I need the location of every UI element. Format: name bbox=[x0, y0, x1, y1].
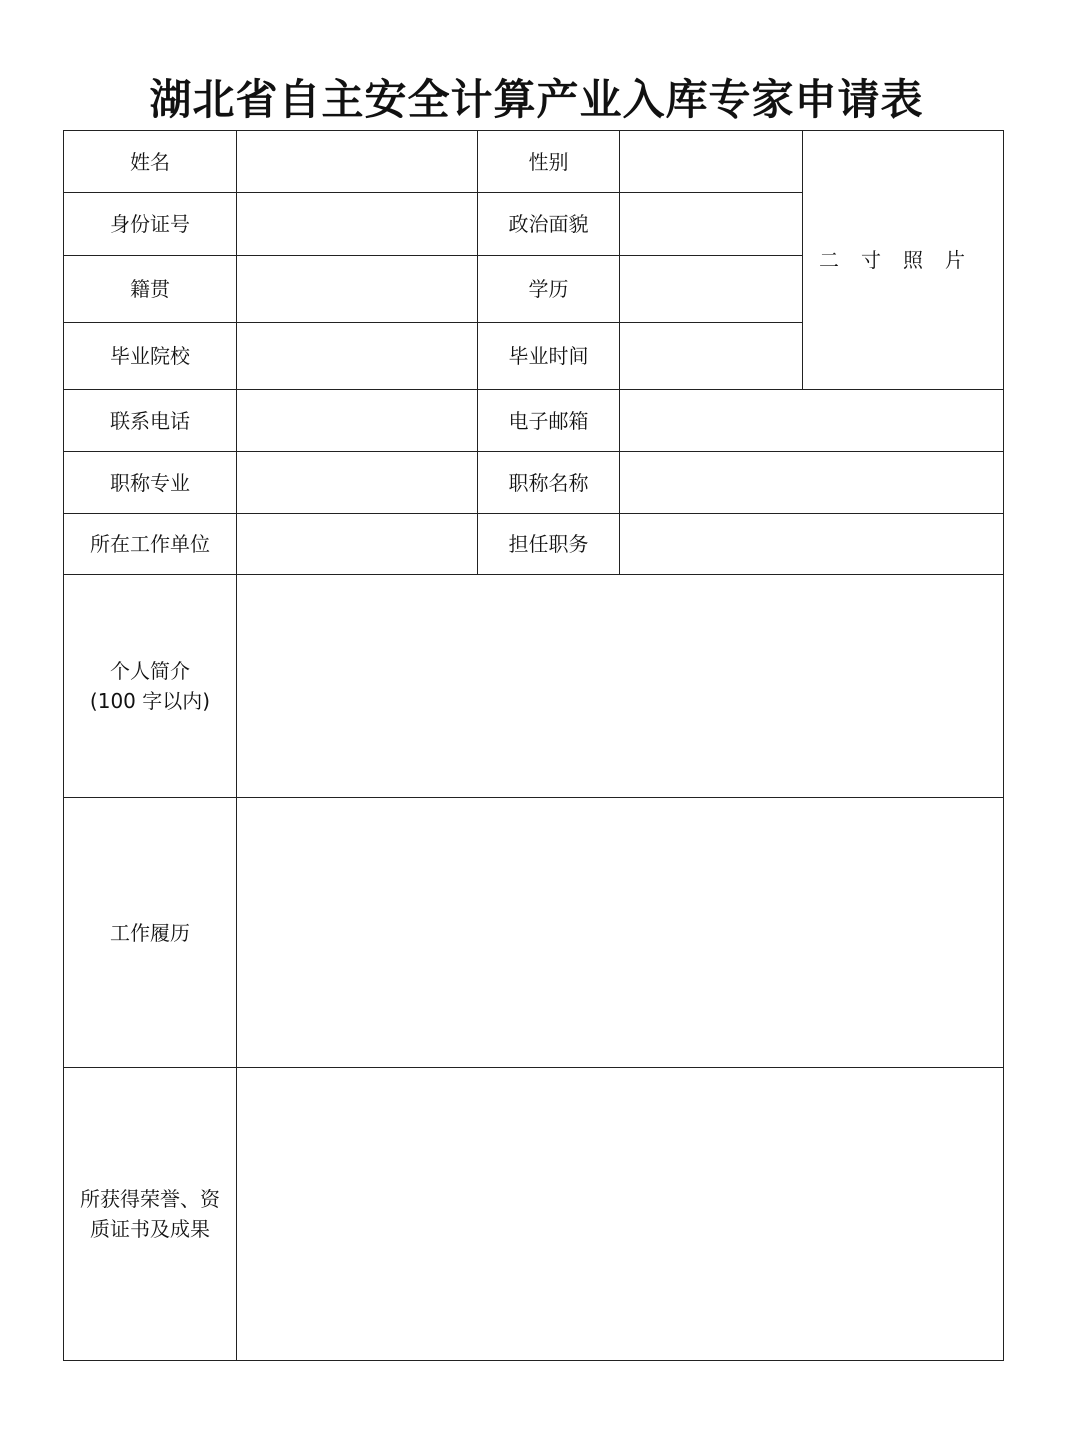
political-status-label: 政治面貌 bbox=[478, 193, 620, 256]
profile-label bbox=[64, 575, 237, 798]
honors-label bbox=[64, 1068, 237, 1361]
profile-label-line2: (100 字以内) bbox=[89, 689, 211, 713]
position-field[interactable] bbox=[620, 514, 1004, 575]
title-name-label: 职称名称 bbox=[478, 452, 620, 514]
title-major-field[interactable] bbox=[237, 452, 478, 514]
title-name-field[interactable] bbox=[620, 452, 1004, 514]
id-number-label: 身份证号 bbox=[64, 193, 237, 256]
row-title-major-name bbox=[64, 452, 1004, 514]
work-history-field[interactable] bbox=[237, 798, 1004, 1068]
row-honors bbox=[64, 1068, 1004, 1361]
row-employer-position bbox=[64, 514, 1004, 575]
graduation-time-field[interactable] bbox=[620, 323, 803, 390]
row-phone-email bbox=[64, 390, 1004, 452]
row-work-history bbox=[64, 798, 1004, 1068]
email-label: 电子邮箱 bbox=[478, 390, 620, 452]
row-profile bbox=[64, 575, 1004, 798]
education-field[interactable] bbox=[620, 256, 803, 323]
work-history-label: 工作履历 bbox=[64, 798, 237, 1068]
gender-field[interactable] bbox=[620, 131, 803, 193]
position-label: 担任职务 bbox=[478, 514, 620, 575]
form-title: 湖北省自主安全计算产业入库专家申请表 bbox=[149, 75, 924, 124]
name-label: 姓名 bbox=[64, 131, 237, 193]
employer-label: 所在工作单位 bbox=[64, 514, 237, 575]
native-place-field[interactable] bbox=[237, 256, 478, 323]
profile-field[interactable] bbox=[237, 575, 1004, 798]
id-number-field[interactable] bbox=[237, 193, 478, 256]
application-form-table bbox=[63, 130, 1004, 1361]
graduate-school-label: 毕业院校 bbox=[64, 323, 237, 390]
honors-label-line2: 质证书及成果 bbox=[90, 1217, 210, 1241]
employer-field[interactable] bbox=[237, 514, 478, 575]
political-status-field[interactable] bbox=[620, 193, 803, 256]
education-label: 学历 bbox=[478, 256, 620, 323]
phone-label: 联系电话 bbox=[64, 390, 237, 452]
graduation-time-label: 毕业时间 bbox=[478, 323, 620, 390]
honors-field[interactable] bbox=[237, 1068, 1004, 1361]
gender-label: 性别 bbox=[478, 131, 620, 193]
email-field[interactable] bbox=[620, 390, 1004, 452]
profile-label-line1: 个人简介 bbox=[110, 659, 190, 683]
honors-label-line1: 所获得荣誉、资 bbox=[80, 1187, 220, 1211]
phone-field[interactable] bbox=[237, 390, 478, 452]
title-major-label: 职称专业 bbox=[64, 452, 237, 514]
graduate-school-field[interactable] bbox=[237, 323, 478, 390]
name-field[interactable] bbox=[237, 131, 478, 193]
photo-box[interactable]: 二寸照片 bbox=[803, 131, 1004, 390]
row-name-gender bbox=[64, 131, 1004, 193]
native-place-label: 籍贯 bbox=[64, 256, 237, 323]
